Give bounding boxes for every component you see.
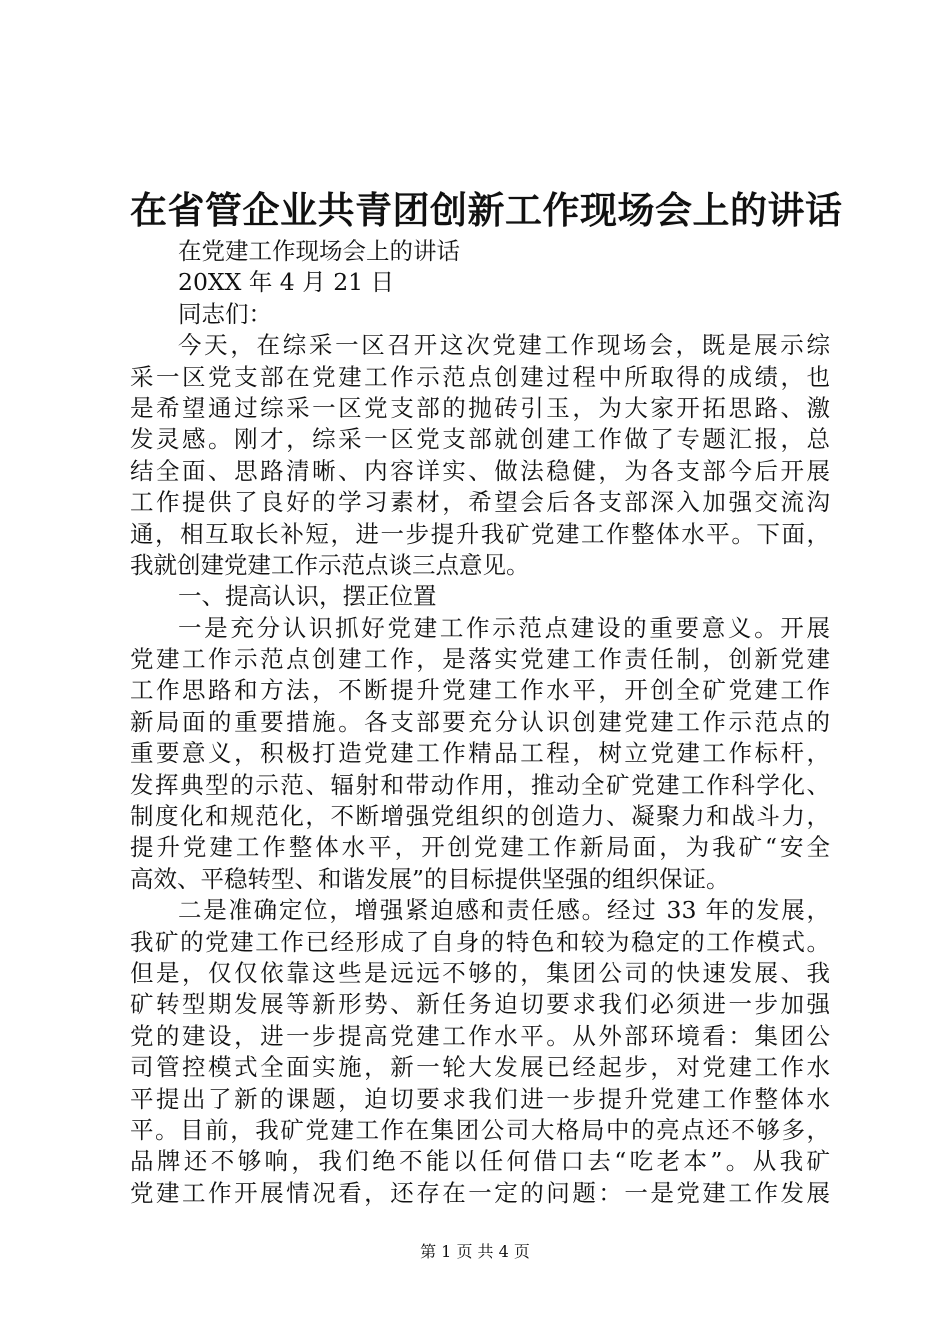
body-line: 今天，在综采一区召开这次党建工作现场会，既是展示综 — [178, 331, 830, 360]
body-line: 二是准确定位，增强紧迫感和责任感。经过 33 年的发展， — [178, 896, 830, 925]
document-title: 在省管企业共青团创新工作现场会上的讲话 — [130, 188, 843, 232]
body-line: 同志们： — [178, 299, 272, 328]
page-footer: 第 1 页 共 4 页 — [420, 1242, 530, 1261]
body-line: 司管控模式全面实施，新一轮大发展已经起步，对党建工作水 — [130, 1053, 830, 1082]
body-line: 制度化和规范化，不断增强党组织的创造力、凝聚力和战斗力， — [130, 802, 830, 831]
body-line: 发灵感。刚才，综采一区党支部就创建工作做了专题汇报，总 — [130, 425, 830, 454]
body-line: 发挥典型的示范、辐射和带动作用，推动全矿党建工作科学化、 — [130, 770, 830, 799]
body-line: 20XX 年 4 月 21 日 — [178, 268, 395, 297]
body-line: 提升党建工作整体水平，开创党建工作新局面，为我矿“安全 — [130, 833, 830, 862]
body-line: 党建工作示范点创建工作，是落实党建工作责任制，创新党建 — [130, 645, 830, 674]
body-line: 平提出了新的课题，迫切要求我们进一步提升党建工作整体水 — [130, 1084, 830, 1113]
body-line: 但是，仅仅依靠这些是远远不够的，集团公司的快速发展、我 — [130, 958, 830, 987]
body-line: 我矿的党建工作已经形成了自身的特色和较为稳定的工作模式。 — [130, 927, 830, 956]
body-line: 我就创建党建工作示范点谈三点意见。 — [130, 550, 530, 579]
body-line: 是希望通过综采一区党支部的抛砖引玉，为大家开拓思路、激 — [130, 393, 830, 422]
body-line: 平。目前，我矿党建工作在集团公司大格局中的亮点还不够多， — [130, 1115, 830, 1144]
body-line: 党的建设，进一步提高党建工作水平。从外部环境看：集团公 — [130, 1021, 830, 1050]
body-line: 一、提高认识，摆正位置 — [178, 582, 437, 611]
body-line: 重要意义，积极打造党建工作精品工程，树立党建工作标杆， — [130, 739, 830, 768]
body-line: 新局面的重要措施。各支部要充分认识创建党建工作示范点的 — [130, 707, 830, 736]
body-line: 工作提供了良好的学习素材，希望会后各支部深入加强交流沟 — [130, 488, 830, 517]
body-line: 采一区党支部在党建工作示范点创建过程中所取得的成绩，也 — [130, 362, 830, 391]
body-line: 通，相互取长补短，进一步提升我矿党建工作整体水平。下面， — [130, 519, 830, 548]
body-line: 品牌还不够响，我们绝不能以任何借口去“吃老本”。从我矿 — [130, 1147, 830, 1176]
body-line: 结全面、思路清晰、内容详实、做法稳健，为各支部今后开展 — [130, 456, 830, 485]
body-line: 一是充分认识抓好党建工作示范点建设的重要意义。开展 — [178, 613, 830, 642]
body-line: 在党建工作现场会上的讲话 — [178, 237, 460, 265]
body-line: 高效、平稳转型、和谐发展”的目标提供坚强的组织保证。 — [130, 864, 730, 893]
document-body — [130, 236, 830, 1209]
body-line: 工作思路和方法，不断提升党建工作水平，开创全矿党建工作 — [130, 676, 830, 705]
body-line: 矿转型期发展等新形势、新任务迫切要求我们必须进一步加强 — [130, 990, 830, 1019]
body-line: 党建工作开展情况看，还存在一定的问题：一是党建工作发展 — [130, 1178, 830, 1207]
